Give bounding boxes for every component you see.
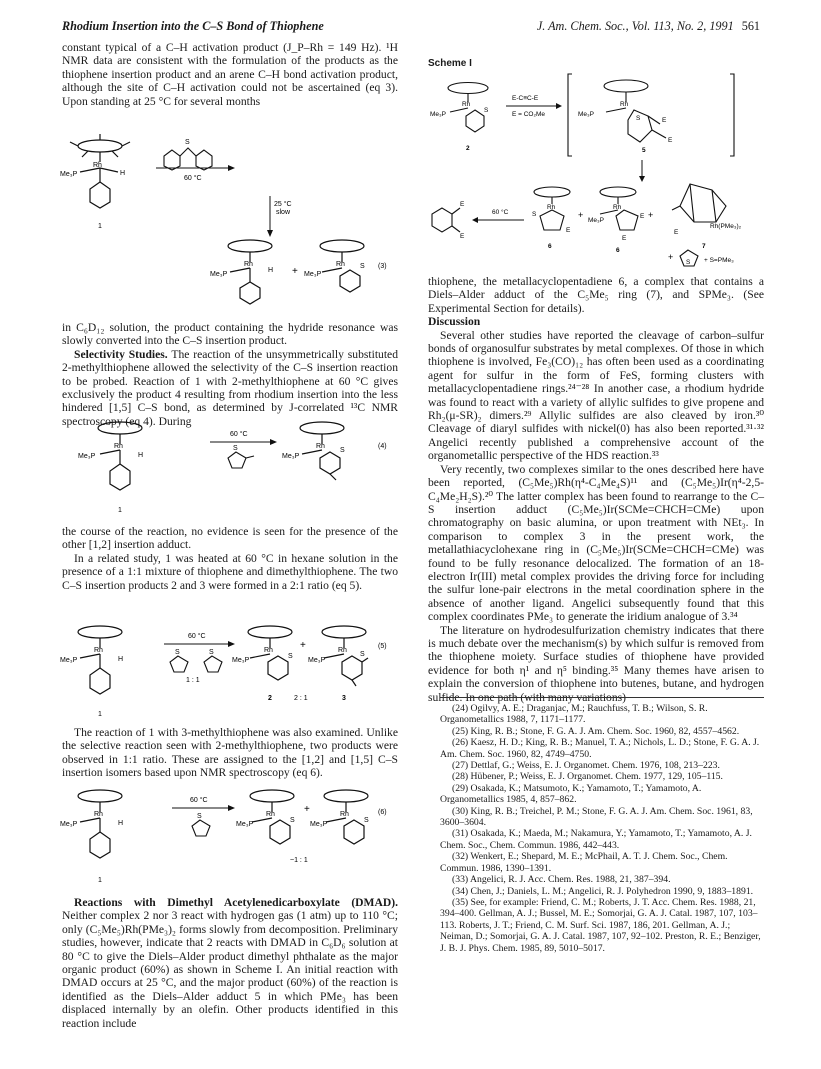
- equation-number: (5): [378, 643, 387, 650]
- scheme-title-block: [428, 57, 764, 70]
- equation-number: (4): [378, 443, 387, 450]
- sulfur-label: S: [686, 259, 691, 266]
- pme3-label: Me₃P: [308, 657, 326, 664]
- condition-label: 60 °C: [492, 209, 509, 216]
- journal-citation: J. Am. Chem. Soc., Vol. 113, No. 2, 1991: [536, 19, 734, 33]
- equation-3-figure: [60, 134, 400, 314]
- sulfur-label: S: [209, 649, 214, 656]
- rh-label: Rh: [244, 261, 253, 268]
- hydride-label: H: [138, 452, 144, 459]
- sulfur-label: S: [340, 447, 345, 454]
- reference-item: (34) Chen, J.; Daniels, L. M.; Angelici, R. J. Polyhedron 1990, 9, 1883–1891.: [452, 885, 754, 897]
- equation-number: (3): [378, 263, 387, 270]
- paragraph: In a related study, 1 was heated at 60 °C in hexane solution in the presence of a 1:1 mixture of thiophene and dimethylthiophene. The two C–S insertion products 2 and 3 were formed in a 2:1 ratio (eq 5).: [62, 551, 398, 592]
- rh-label: Rh: [620, 101, 629, 108]
- ratio-label: ~1 : 1: [290, 857, 308, 864]
- plus-sign: +: [292, 266, 298, 277]
- rh-label: Rh: [316, 443, 325, 450]
- pme3-label: Me₃P: [236, 821, 254, 828]
- section-run-in-heading: Selectivity Studies.: [74, 347, 168, 361]
- rh-label: Rh: [462, 101, 471, 108]
- sulfur-label: S: [185, 139, 190, 146]
- dibenzothiophene: [164, 148, 212, 170]
- plus-sign: +: [668, 252, 674, 262]
- rh-label: Rh: [547, 204, 556, 211]
- rh-label: Rh: [266, 811, 275, 818]
- compound-number: 6: [548, 243, 552, 250]
- compound-number: 2: [268, 695, 272, 702]
- rh-pme3-label: Rh(PMe₃)₂: [710, 223, 742, 230]
- pme3-label: Me₃P: [232, 657, 250, 664]
- rh-label: Rh: [336, 261, 345, 268]
- pme3-label: Me₃P: [210, 271, 228, 278]
- rh-label: Rh: [613, 204, 622, 211]
- reference-item: (28) Hübener, P.; Weiss, E. J. Organomet. Chem. 1977, 129, 105–115.: [452, 771, 723, 783]
- rh-label: Rh: [264, 647, 273, 654]
- reagent-label: E = CO₂Me: [512, 111, 546, 118]
- references-list: [440, 703, 764, 954]
- sulfur-label: S: [288, 653, 293, 660]
- paragraph: in C₆D₁₂ solution, the product containing the hydride resonance was slowly converted into the C–S insertion product.: [62, 321, 398, 348]
- sulfur-label: S: [290, 817, 295, 824]
- left-column-mid2: [62, 525, 398, 592]
- plus-sign: +: [648, 210, 654, 220]
- compound-number: 1: [98, 711, 102, 718]
- compound-number: 2: [466, 145, 470, 152]
- hydride-label: H: [120, 170, 126, 177]
- ester-label: E: [566, 227, 571, 234]
- reference-item: (25) King, R. B.; Stone, F. G. A. J. Am. Chem. Soc. 1960, 82, 4557–4562.: [452, 725, 740, 737]
- pme3-label: Me₃P: [578, 111, 595, 118]
- sulfur-label: S: [360, 651, 365, 658]
- reagent-label: E-C≡C-E: [512, 95, 539, 102]
- sulfur-label: S: [175, 649, 180, 656]
- equation-number: (6): [378, 809, 387, 816]
- sulfur-label: S: [636, 115, 641, 122]
- compound-number: 1: [118, 507, 122, 514]
- left-column-mid: [62, 321, 398, 428]
- hydride-label: H: [118, 820, 124, 827]
- pme3-label: Me₃P: [588, 217, 605, 224]
- ester-label: E: [662, 117, 667, 124]
- reference-item: (31) Osakada, K.; Maeda, M.; Nakamura, Y.; Yamamoto, T.; Yamamoto, A. J. Chem. Soc., Chem. Commun. 1986, 442–443.: [440, 828, 752, 851]
- compound-number: 7: [702, 243, 706, 250]
- condition-label: 25 °C: [274, 201, 292, 208]
- reference-item: (29) Osakada, K.; Matsumoto, K.; Yamamoto, T.; Yamamoto, A. Organometallics 1985, 4, 857–862.: [440, 782, 702, 806]
- ester-label: E: [622, 235, 627, 242]
- compound-number: 3: [342, 695, 346, 702]
- scheme-title: Scheme I: [428, 58, 472, 69]
- pme3-label: Me₃P: [78, 453, 96, 460]
- reference-item: (32) Wenkert, E.; Shepard, M. E.; McPhail, A. T. J. Chem. Soc., Chem. Commun. 1986, 1390–1391.: [440, 851, 728, 874]
- pme3-label: Me₃P: [310, 821, 328, 828]
- equation-4-figure: [60, 416, 400, 516]
- condition-label: 60 °C: [230, 431, 248, 438]
- ratio-label: 1 : 1: [186, 677, 200, 684]
- paragraph: constant typical of a C–H activation product (J_P–Rh = 149 Hz). ¹H NMR data are consistent with the formulation of the products as the thiophene insertion product and an arene C–H bond activation product, although the site of C–H activation could not be ascertained (eq 3). Upon standing at 25 °C for several months: [62, 41, 398, 108]
- rh-label: Rh: [340, 811, 349, 818]
- section-run-in-heading: Reactions with Dimethyl Acetylenedicarboxylate (DMAD).: [74, 896, 398, 909]
- sulfur-label: S: [364, 817, 369, 824]
- right-column-top: [428, 275, 764, 704]
- pme3-label: Me₃P: [282, 453, 300, 460]
- references-rule: [440, 697, 764, 698]
- paragraph: Very recently, two complexes similar to the ones described here have been reported, (C₅Me₅)Rh(η⁴-C₄Me₄S)¹¹ and (C₅Me₅)Ir(η⁴-2,5-C₄Me₂H₂S).²⁰ The latter complex has been found to rearrange to the C–S insertion adduct (C₅Me₅)Ir(SCMe=CHCH=CMe) upon chromatography on basic alumina, or upon treatment with NEt₃. In comparison to complex 3 in the present work, the metallathiacyclohexane ring in (C₅Me₅)Ir(SCMe=CHCH=CMe) was found to be fully resonance delocalized. The formation of an 18-electron Ir(III) metal complex provides the driving force for including the sulfur lone-pair electrons in the metal coordination sphere in the absence of another ligand. Angelici subsequently found that this complex coordinates PMe₃ to generate the iridium analogue of 3.³⁴: [428, 462, 764, 624]
- condition-label: 60 °C: [190, 797, 208, 804]
- compound-number: 1: [98, 877, 102, 884]
- plus-sign: +: [300, 640, 306, 651]
- left-column-bottom: [62, 896, 398, 1030]
- sulfur-label: S: [233, 445, 238, 452]
- condition-label: slow: [276, 209, 291, 216]
- ester-label: E: [640, 213, 645, 220]
- scheme-1-figure: [428, 72, 764, 268]
- left-column-mid3: [62, 726, 398, 780]
- sulfur-label: S: [532, 211, 537, 218]
- rh-label: Rh: [94, 811, 103, 818]
- compound-number: 6: [616, 247, 620, 254]
- section-heading-discussion: Discussion: [428, 315, 481, 329]
- paragraph: Several other studies have reported the cleavage of carbon–sulfur bonds of organosulfur substrates by metal complexes. Of those in which thiophene is involved, Fe₃(CO)₁₂ has often been used as a coordinating agent for sulfur in the form of FeS, forming clusters with metallacyclopentadiene rings.²⁴⁻²⁸ In another case, a rhodium hydride was found to react with a variety of allylic sulfides to give propene and Rh₂(μ-SR)₂ dimers.²⁹ Allylic sulfides are also cleaved by iron.³⁰ Cleavage of diaryl sulfides with nickel(0) has also been reported.³¹·³² Angelici recently published a comprehensive account of the organometallic perspective of the HDS reaction.³³: [428, 328, 764, 463]
- plus-sign: +: [578, 210, 584, 220]
- running-header-journal: [468, 19, 760, 34]
- paragraph: thiophene, the metallacyclopentadiene 6, a complex that contains a Diels–Alder adduct of the C₅Me₅ ring (7), and SPMe₃. (See Experimental Section for details).: [428, 275, 764, 315]
- rh-label: Rh: [93, 162, 102, 169]
- running-header-title: Rhodium Insertion into the C–S Bond of Thiophene: [62, 19, 324, 33]
- pme3-label: Me₃P: [430, 111, 447, 118]
- ester-label: E: [460, 233, 465, 240]
- plus-sign: +: [304, 804, 310, 815]
- product-complex: [228, 240, 272, 304]
- spme3-label: + S=PMe₃: [704, 257, 734, 264]
- reference-item: (27) Dettlaf, G.; Weiss, E. J. Organomet. Chem. 1976, 108, 213–223.: [452, 760, 720, 772]
- reference-item: (26) Kaesz, H. D.; King, R. B.; Manuel, T. A.; Nichols, L. D.; Stone, F. G. A. J. Am. Chem. Soc. 1960, 82, 4749–4750.: [440, 737, 760, 760]
- reference-item: (33) Angelici, R. J. Acc. Chem. Res. 1988, 21, 387–394.: [452, 874, 671, 886]
- condition-label: 60 °C: [188, 633, 206, 640]
- paragraph: Selectivity Studies. The reaction of the unsymmetrically substituted 2-methylthiophene allowed the selectivity of the C–S insertion reaction to be probed. Reaction of 1 with 2-methylthiophene at 60 °C gives exclusively the product 4 resulting from rhodium insertion into the less hindered [1,5] C–S bond, as determined by J-correlated ¹³C NMR spectroscopy (eq 4). During: [62, 347, 398, 428]
- sulfur-label: S: [360, 263, 365, 270]
- ester-label: E: [668, 137, 673, 144]
- rh-label: Rh: [114, 443, 123, 450]
- left-column-top: [62, 41, 398, 108]
- equation-6-figure: [60, 784, 400, 884]
- rh-label: Rh: [94, 647, 103, 654]
- paragraph: Reactions with Dimethyl Acetylenedicarboxylate (DMAD). Neither complex 2 nor 3 react with hydrogen gas (1 atm) up to 110 °C; only (C₅Me₅)Rh(PMe₃)₂ forms slowly from decomposition. Preliminary studies, however, indicate that 2 reacts with DMAD in C₆D₆ solution at 80 °C to give the Diels–Alder product dimethyl phthalate as the major organic product (60%) as shown in Scheme I. An initial reaction with DMAD occurs at 25 °C, and the major product (60%) of the reaction is identified as the Diels–Alder adduct 5 in which PMe₃ has been displaced internally by an olefin. Other products identified in this reaction include: [62, 896, 398, 1030]
- ester-label: E: [674, 229, 679, 236]
- paragraph: the course of the reaction, no evidence is seen for the presence of the other [1,2] insertion adduct.: [62, 525, 398, 552]
- reference-item: (35) See, for example: Friend, C. M.; Roberts, J. T. Acc. Chem. Res. 1988, 21, 394–400. Gellman, A. J.; Bussel, M. E.; Somorjai, G. A. J. Catal. 1987, 107, 103–113. Roberts, J. T.; Friend, C. M. Surf. Sci. 1987, 186, 201. Gellman, A. J.; Neiman, D.; Somorjai, G. A. J. Catal. 1987, 107, 92–102. Preston, R. E.; Benziger, J. B. J. Phys. Chem. 1985, 89, 5010–5017.: [440, 896, 761, 954]
- rh-label: Rh: [338, 647, 347, 654]
- paragraph: The literature on hydrodesulfurization chemistry indicates that there is much debate over the mechanism(s) by which sulfur is removed from the thiophene moiety. Surface studies of thiophene have provided evidence for both η¹ and η⁵ binding.³⁵ Many themes have arisen to explain the conversion of thiophene into butenes, butane, and hydrogen sulfide. In one path (with many variations): [428, 623, 764, 704]
- paragraph: The reaction of 1 with 3-methylthiophene was also examined. Unlike the selective reaction seen with 2-methylthiophene, two products were observed in 1:1 ratio. These are assigned to the [1,2] and [1,5] C–S insertion isomers based upon NMR spectroscopy (eq 6).: [62, 726, 398, 780]
- reference-item: (30) King, R. B.; Treichel, P. M.; Stone, F. G. A. J. Am. Chem. Soc. 1961, 83, 3600–3604.: [440, 805, 753, 829]
- equation-5-figure: [60, 620, 400, 720]
- hydride-label: H: [268, 267, 274, 274]
- ester-label: E: [460, 201, 465, 208]
- hydride-label: H: [118, 656, 124, 663]
- compound-number: 1: [98, 223, 102, 230]
- ratio-label: 2 : 1: [294, 695, 308, 702]
- condition-label: 60 °C: [184, 175, 202, 182]
- pme3-label: Me₃P: [60, 657, 78, 664]
- page-number: 561: [741, 19, 760, 33]
- compound-number: 5: [642, 147, 646, 154]
- pme3-label: Me₃P: [60, 821, 78, 828]
- pme3-label: Me₃P: [60, 171, 78, 178]
- reference-item: (24) Ogilvy, A. E.; Draganjac, M.; Rauchfuss, T. B.; Wilson, S. R. Organometallics 1988, 7, 1171–1177.: [440, 703, 708, 726]
- sulfur-label: S: [484, 107, 489, 114]
- pme3-label: Me₃P: [304, 271, 322, 278]
- sulfur-label: S: [197, 813, 202, 820]
